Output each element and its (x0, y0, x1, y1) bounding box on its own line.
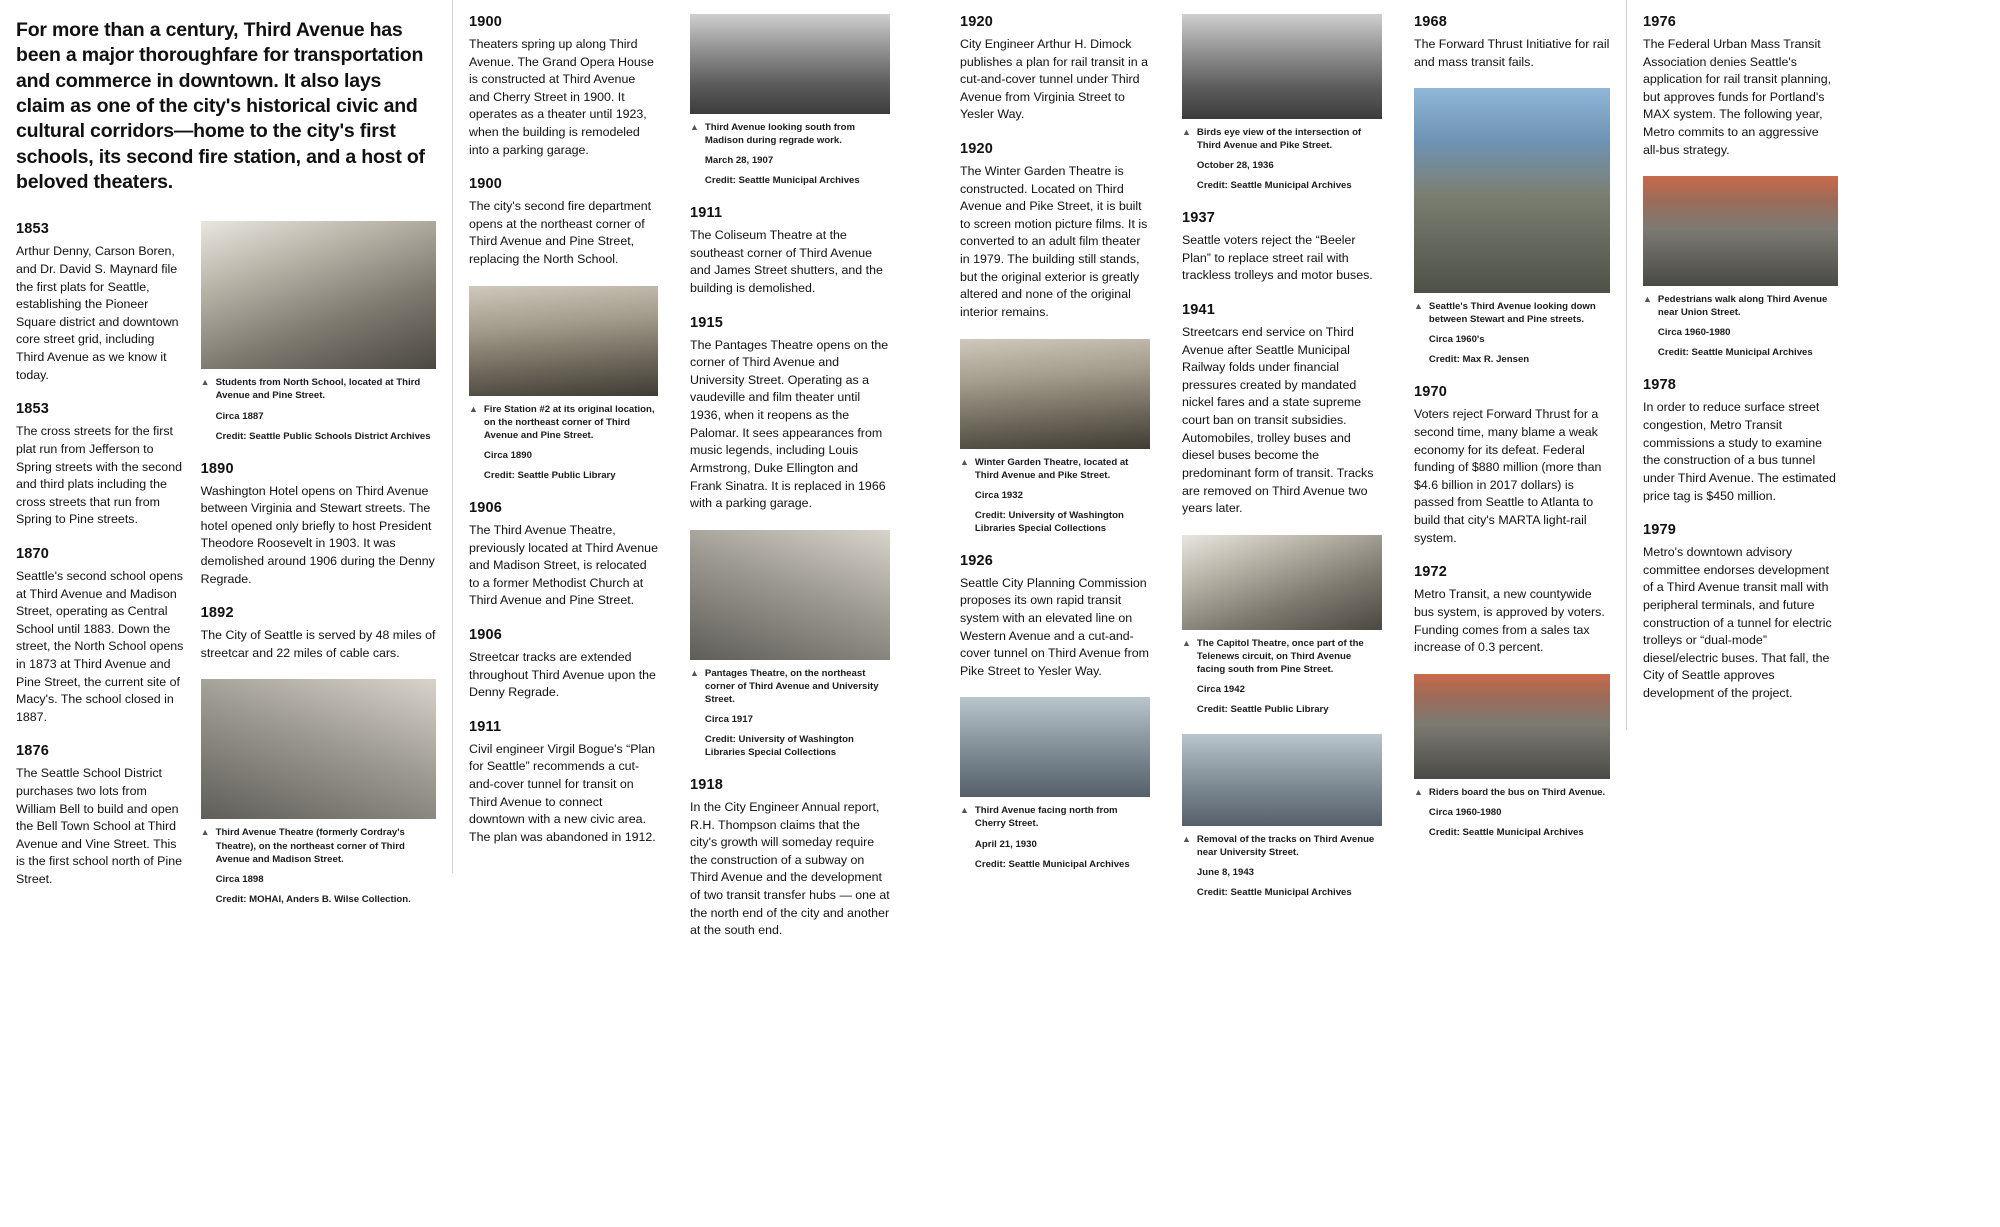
figure-date: Circa 1960-1980 (1657, 327, 1731, 339)
entry-year: 1918 (690, 777, 724, 793)
column-3 (674, 0, 906, 967)
figure-caption: Third Avenue Theatre (formerly Cordray's Theatre), on the northeast corner of Third Avenue and Madison Street. (215, 827, 405, 865)
entry-body: Theaters spring up along Third Avenue. The Grand Opera House is constructed at Third Avenue and Cherry Street in 1900. It operates as a theater until 1923, when the building is remodeled into a parking garage. (469, 37, 654, 157)
figure-date: Circa 1942 (1196, 683, 1245, 695)
entry-body: Seattle's second school opens at Third Avenue and Madison Street, operating as Central School until 1883. Down the street, the North School opens in 1873 at Third Avenue and Pine Street, the current site of Macy's. The school closed in 1887. (16, 568, 184, 724)
entry-1937 (1182, 210, 1382, 285)
entry-year: 1968 (1414, 14, 1448, 30)
entry-1911-bogue-plan (469, 719, 658, 847)
column-7 (1626, 0, 1854, 730)
entry-body: The Coliseum Theatre at the southeast corner of Third Avenue and James Street shutters, and the building is demolished. (690, 228, 883, 296)
caption-arrow-icon: ▲ (960, 456, 969, 467)
figure-cherry-street (960, 697, 1150, 870)
entry-year: 1911 (469, 718, 502, 735)
figure-third-ave-theatre (201, 679, 436, 905)
entry-body: Metro's downtown advisory committee endorses development of a Third Avenue transit mall with peripheral terminals, and future construction of a tunnel for electric trolleys or “dual-mode” diesel/electric buses. That fall, the City of Seattle approves development of the project. (1643, 545, 1832, 700)
entry-body: The cross streets for the first plat run from Jefferson to Spring streets with the second and third plats including the cross streets that run from Spring to Pine streets. (16, 424, 182, 527)
entry-year: 1892 (200, 605, 234, 622)
figure-caption: Seattle's Third Avenue looking down between Stewart and Pine streets. (1428, 301, 1596, 326)
pedestrians-photo (1643, 176, 1838, 286)
entry-body: The Forward Thrust Initiative for rail and mass transit fails. (1414, 37, 1610, 69)
entry-1972 (1414, 564, 1610, 656)
figure-capitol-theatre (1182, 535, 1382, 716)
entry-body: Voters reject Forward Thrust for a second time, many blame a weak economy for its defeat. Federal funding of $880 million (more than $4.6 billion in 2017 dollars) is passed from Seattle to Atlanta to build that city's MARTA light-rail system. (1414, 407, 1602, 545)
column-1-right (201, 221, 436, 923)
entry-body: Arthur Denny, Carson Boren, and Dr. David S. Maynard file the first plats for Seattle, establishing the Pioneer Square district and downtown core street grid, including Third Avenue as we know it today. (16, 244, 179, 382)
figure-caption: Birds eye view of the intersection of Third Avenue and Pike Street. (1196, 127, 1362, 152)
figure-date: April 21, 1930 (974, 838, 1037, 850)
figure-riders-board (1414, 674, 1610, 839)
figure-credit: Credit: Seattle Municipal Archives (1428, 826, 1584, 838)
entry-1970 (1414, 384, 1610, 547)
track-removal-photo (1182, 734, 1382, 826)
figure-date: March 28, 1907 (704, 155, 774, 167)
entry-body: Metro Transit, a new countywide bus system, is approved by voters. Funding comes from a sales tax increase of 0.3 percent. (1414, 587, 1605, 655)
looking-down-photo (1414, 88, 1610, 293)
entry-year: 1906 (469, 626, 503, 643)
figure-date: Circa 1890 (483, 449, 532, 461)
entry-year: 1915 (690, 314, 724, 331)
figure-caption: Winter Garden Theatre, located at Third Avenue and Pike Street. (974, 456, 1129, 481)
figure-credit: Credit: Max R. Jensen (1428, 354, 1530, 366)
figure-caption: Fire Station #2 at its original location, on the northeast corner of Third Avenue and Pine Street. (483, 403, 655, 441)
entry-year: 1911 (690, 205, 723, 222)
figure-credit: Credit: University of Washington Libraries Special Collections (704, 733, 854, 758)
column-4 (944, 0, 1166, 899)
figure-caption: The Capitol Theatre, once part of the Telenews circuit, on Third Avenue facing south from Pine Street. (1196, 637, 1364, 675)
entry-year: 1926 (960, 552, 994, 569)
figure-date: June 8, 1943 (1196, 867, 1254, 879)
figure-date: Circa 1960's (1428, 334, 1485, 346)
caption-arrow-icon: ▲ (469, 403, 478, 414)
figure-pedestrians (1643, 176, 1838, 359)
entry-1915-pantages (690, 315, 890, 513)
entry-1926 (960, 553, 1150, 681)
entry-1900-fire-department (469, 176, 658, 268)
entry-1918 (690, 777, 890, 940)
figure-caption: Pedestrians walk along Third Avenue near Union Street. (1657, 294, 1828, 319)
entry-1979 (1643, 522, 1838, 702)
figure-caption: Third Avenue looking south from Madison during regrade work. (704, 122, 856, 147)
caption-arrow-icon: ▲ (690, 667, 699, 678)
entry-1911-coliseum (690, 205, 890, 297)
pantages-photo (690, 530, 890, 660)
entry-year: 1920 (960, 14, 994, 30)
riders-board-photo (1414, 674, 1610, 779)
entry-body: The Third Avenue Theatre, previously located at Third Avenue and Madison Street, is relocated to a former Methodist Church at Third Avenue and Pine Street. (469, 522, 658, 608)
entry-1870 (16, 546, 185, 726)
entry-year: 1970 (1414, 384, 1448, 401)
north-school-photo (201, 221, 436, 369)
figure-caption: Third Avenue facing north from Cherry Street. (974, 805, 1118, 830)
caption-arrow-icon: ▲ (200, 377, 210, 388)
entry-year: 1906 (469, 499, 503, 516)
entry-body: In order to reduce surface street congestion, Metro Transit commissions a study to examine the construction of a bus tunnel under Third Avenue. The estimated price tag is $450 million. (1643, 400, 1836, 503)
caption-arrow-icon: ▲ (1414, 301, 1423, 312)
entry-year: 1900 (469, 176, 503, 193)
entry-1920-winter-garden (960, 141, 1150, 321)
intro-paragraph: For more than a century, Third Avenue has been a major thoroughfare for transportation and commerce in downtown. It also lays claim as one of the city's historical civic and cultural corridors—home to the city's first schools, its second fire station, and a host of beloved theaters. (16, 19, 425, 194)
figure-winter-garden (960, 339, 1150, 535)
caption-arrow-icon: ▲ (1182, 637, 1191, 648)
entry-body: Streetcars end service on Third Avenue after Seattle Municipal Railway folds under financial pressures created by mandated nickel fares and a state supreme court ban on transit subsidies. Automobiles, trolley buses and diesel buses become the predominant form of transit. Tracks are removed on Third Avenue two years later. (1182, 325, 1374, 516)
figure-fire-station (469, 286, 658, 482)
entry-year: 1937 (1182, 210, 1216, 227)
entry-1890 (201, 461, 436, 589)
entry-1892 (201, 605, 436, 662)
figure-regrade (690, 14, 890, 187)
capitol-theatre-photo (1182, 535, 1382, 630)
entry-year: 1890 (200, 460, 234, 477)
column-1 (0, 0, 452, 934)
regrade-photo (690, 14, 890, 114)
entry-year: 1853 (16, 401, 50, 418)
figure-credit: Credit: Seattle Municipal Archives (1196, 887, 1352, 899)
figure-caption: Removal of the tracks on Third Avenue near University Street. (1196, 833, 1375, 858)
entry-year: 1972 (1414, 564, 1448, 581)
entry-1920-dimock (960, 14, 1150, 124)
entry-1853-cross-streets (16, 401, 185, 529)
figure-credit: Credit: Seattle Municipal Archives (974, 858, 1130, 870)
figure-north-school (201, 221, 436, 442)
figure-credit: Credit: Seattle Public Library (483, 469, 616, 481)
figure-date: Circa 1917 (704, 713, 753, 725)
entry-year: 1979 (1643, 522, 1677, 539)
figure-track-removal (1182, 734, 1382, 899)
figure-credit: Credit: MOHAI, Anders B. Wilse Collection. (215, 893, 411, 905)
entry-1853-plats (16, 221, 185, 384)
third-ave-theatre-photo (201, 679, 436, 819)
column-1-left (16, 221, 185, 923)
entry-body: Civil engineer Virgil Bogue's “Plan for Seattle” recommends a cut-and-cover tunnel for transit on Third Avenue to connect downtown with a new civic area. The plan was abandoned in 1912. (469, 741, 656, 844)
entry-year: 1853 (16, 221, 50, 238)
entry-body: The Pantages Theatre opens on the corner of Third Avenue and University Street. Operating as a vaudeville and film theater until 1936, when it reopens as the Palomar. It sees appearances from music legends, including Louis Armstrong, Duke Ellington and Frank Sinatra. It is replaced in 1966 with a parking garage. (690, 337, 889, 511)
figure-caption: Students from North School, located at Third Avenue and Pine Street. (215, 377, 421, 402)
entry-year: 1870 (16, 545, 50, 562)
caption-arrow-icon: ▲ (1643, 294, 1652, 305)
caption-arrow-icon: ▲ (1182, 127, 1191, 137)
entry-year: 1978 (1643, 377, 1677, 394)
caption-arrow-icon: ▲ (200, 827, 210, 838)
figure-date: Circa 1932 (974, 489, 1023, 501)
figure-credit: Credit: Seattle Municipal Archives (1196, 180, 1352, 192)
figure-birds-eye (1182, 14, 1382, 192)
entry-year: 1976 (1643, 14, 1677, 30)
caption-arrow-icon: ▲ (690, 122, 699, 132)
entry-year: 1920 (960, 141, 994, 158)
entry-body: Washington Hotel opens on Third Avenue between Virginia and Stewart streets. The hotel opened only briefly to host President Theodore Roosevelt in 1903. It was demolished around 1906 during the Denny Regrade. (200, 483, 435, 586)
figure-looking-down (1414, 88, 1610, 366)
entry-body: Seattle voters reject the “Beeler Plan” to replace street rail with trackless trolleys and motor buses. (1182, 233, 1373, 283)
entry-1906-streetcar (469, 627, 658, 702)
entry-body: The city's second fire department opens at the northeast corner of Third Avenue and Pine Street, replacing the North School. (469, 199, 652, 267)
entry-year: 1876 (16, 743, 50, 760)
figure-caption: Riders board the bus on Third Avenue. (1428, 786, 1606, 798)
birds-eye-photo (1182, 14, 1382, 119)
entry-year: 1900 (469, 14, 503, 30)
figure-date: October 28, 1936 (1196, 160, 1274, 172)
entry-body: The Seattle School District purchases two lots from William Bell to build and open the Bell Town School at Third Avenue and Vine Street. This is the first school north of Pine Street. (16, 766, 182, 887)
entry-1976 (1643, 14, 1838, 159)
figure-caption: Pantages Theatre, on the northeast corner of Third Avenue and University Street. (704, 667, 879, 705)
caption-arrow-icon: ▲ (1414, 786, 1423, 797)
entry-1941 (1182, 302, 1382, 518)
figure-credit: Credit: Seattle Public Schools District Archives (215, 430, 431, 442)
entry-1978 (1643, 377, 1838, 505)
figure-pantages (690, 530, 890, 759)
figure-credit: Credit: University of Washington Libraries Special Collections (974, 509, 1124, 534)
caption-arrow-icon: ▲ (960, 805, 969, 816)
entry-body: The Winter Garden Theatre is constructed. Located on Third Avenue and Pike Street, it is built to screen motion picture films. It is converted to an adult film theater in 1979. The building still stands, but the original exterior is greatly altered and none of the original interior remains. (960, 164, 1148, 319)
entry-body: Streetcar tracks are extended throughout Third Avenue upon the Denny Regrade. (469, 649, 656, 700)
winter-garden-photo (960, 339, 1150, 449)
entry-body: In the City Engineer Annual report, R.H. Thompson claims that the city's growth will someday require the construction of a subway on Third Avenue and the development of two transit transfer hubs — one at the north end of the city and another at the south end. (690, 800, 890, 938)
figure-credit: Credit: Seattle Municipal Archives (704, 175, 860, 187)
caption-arrow-icon: ▲ (1182, 833, 1191, 844)
column-2 (452, 0, 674, 873)
entry-1900-theaters (469, 14, 658, 159)
entry-body: City Engineer Arthur H. Dimock publishes a plan for rail transit in a cut-and-cover tunnel under Third Avenue from Virginia Street to Yesler Way. (960, 37, 1149, 122)
entry-year: 1941 (1182, 302, 1216, 319)
entry-body: Seattle City Planning Commission proposes its own rapid transit system with an elevated line on Western Avenue and a cut-and-cover tunnel on Third Avenue from Pike Street to Yesler Way. (960, 575, 1149, 678)
entry-1906-theatre (469, 500, 658, 610)
figure-date: Circa 1898 (215, 873, 264, 885)
entry-body: The City of Seattle is served by 48 miles of streetcar and 22 miles of cable cars. (200, 628, 436, 660)
column-6 (1398, 0, 1626, 867)
entry-1876 (16, 743, 185, 888)
entry-body: The Federal Urban Mass Transit Association denies Seattle's application for rail transit planning, but approves funds for Portland's MAX system. The following year, Metro commits to an aggressive all-bus strategy. (1643, 37, 1832, 157)
cherry-street-photo (960, 697, 1150, 797)
fire-station-photo (469, 286, 658, 396)
figure-date: Circa 1887 (215, 410, 264, 422)
entry-1968 (1414, 14, 1610, 71)
figure-credit: Credit: Seattle Public Library (1196, 703, 1329, 715)
figure-credit: Credit: Seattle Municipal Archives (1657, 347, 1813, 359)
column-5 (1166, 0, 1398, 927)
figure-date: Circa 1960-1980 (1428, 806, 1502, 818)
